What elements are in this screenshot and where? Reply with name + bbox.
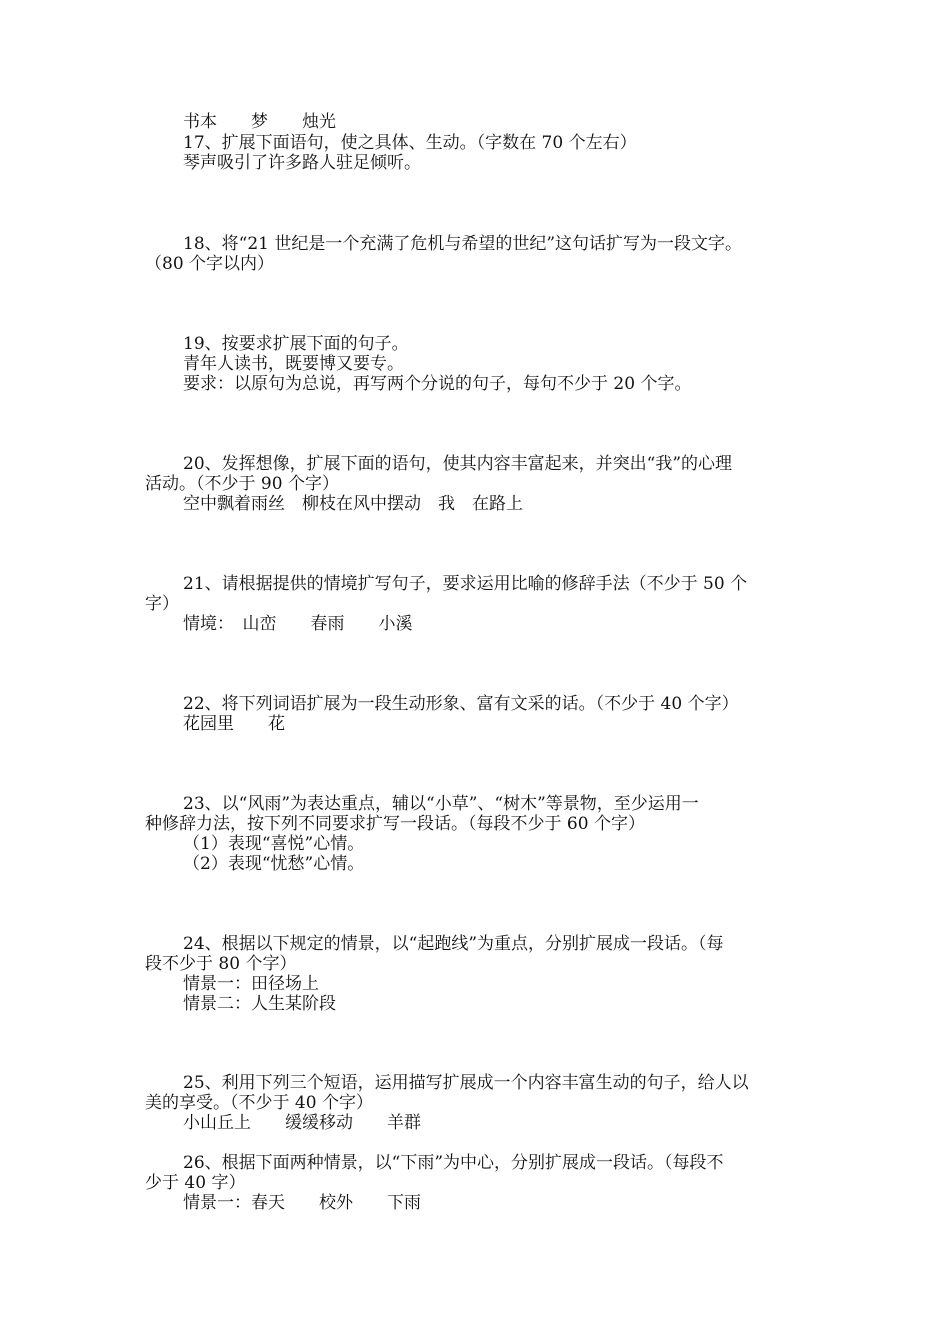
question-24-scene-1: 情景一：田径场上	[183, 974, 319, 994]
question-23-item-1: （1）表现“喜悦”心情。	[183, 834, 365, 854]
question-26-scene-1: 情景一：春天 校外 下雨	[183, 1193, 421, 1213]
question-21-context: 情境： 山峦 春雨 小溪	[183, 614, 413, 634]
question-26-prompt: 26、根据下面两种情景，以“下雨”为中心，分别扩展成一段话。（每段不	[183, 1153, 724, 1173]
question-24-prompt-cont: 段不少于 80 个字）	[145, 954, 297, 974]
question-19-requirement: 要求：以原句为总说，再写两个分说的句子，每句不少于 20 个字。	[183, 374, 692, 394]
question-23-prompt-cont: 种修辞力法，按下列不同要求扩写一段话。（每段不少于 60 个字）	[145, 814, 645, 834]
question-26-prompt-cont: 少于 40 字）	[145, 1173, 246, 1193]
question-18-prompt-cont: （80 个字以内）	[145, 254, 275, 274]
question-20-phrases: 空中飘着雨丝 柳枝在风中摆动 我 在路上	[183, 494, 523, 514]
question-25-phrases: 小山丘上 缓缓移动 羊群	[183, 1113, 421, 1133]
question-21-prompt: 21、请根据提供的情境扩写句子，要求运用比喻的修辞手法（不少于 50 个	[183, 574, 748, 594]
question-24-scene-2: 情景二：人生某阶段	[183, 994, 336, 1014]
question-19-prompt: 19、按要求扩展下面的句子。	[183, 334, 409, 354]
question-19-sentence: 青年人读书，既要博又要专。	[183, 354, 404, 374]
question-23-item-2: （2）表现“忧愁”心情。	[183, 854, 365, 874]
question-20-prompt: 20、发挥想像，扩展下面的语句，使其内容丰富起来，并突出“我”的心理	[183, 454, 733, 474]
word-list-16: 书本 梦 烛光	[183, 112, 336, 132]
question-17-prompt: 17、扩展下面语句，使之具体、生动。（字数在 70 个左右）	[183, 133, 637, 153]
question-21-prompt-cont: 字）	[145, 594, 179, 614]
question-25-prompt: 25、利用下列三个短语，运用描写扩展成一个内容丰富生动的句子，给人以	[183, 1073, 749, 1093]
question-25-prompt-cont: 美的享受。（不少于 40 个字）	[145, 1093, 373, 1113]
question-22-words: 花园里 花	[183, 714, 285, 734]
question-17-sentence: 琴声吸引了许多路人驻足倾听。	[183, 153, 421, 173]
question-22-prompt: 22、将下列词语扩展为一段生动形象、富有文采的话。（不少于 40 个字）	[183, 694, 739, 714]
question-23-prompt: 23、以“风雨”为表达重点，辅以“小草”、“树木”等景物，至少运用一	[183, 794, 699, 814]
question-24-prompt: 24、根据以下规定的情景，以“起跑线”为重点，分别扩展成一段话。（每	[183, 934, 724, 954]
question-20-prompt-cont: 活动。（不少于 90 个字）	[145, 474, 339, 494]
question-18-prompt: 18、将“21 世纪是一个充满了危机与希望的世纪”这句话扩写为一段文字。	[183, 234, 743, 254]
